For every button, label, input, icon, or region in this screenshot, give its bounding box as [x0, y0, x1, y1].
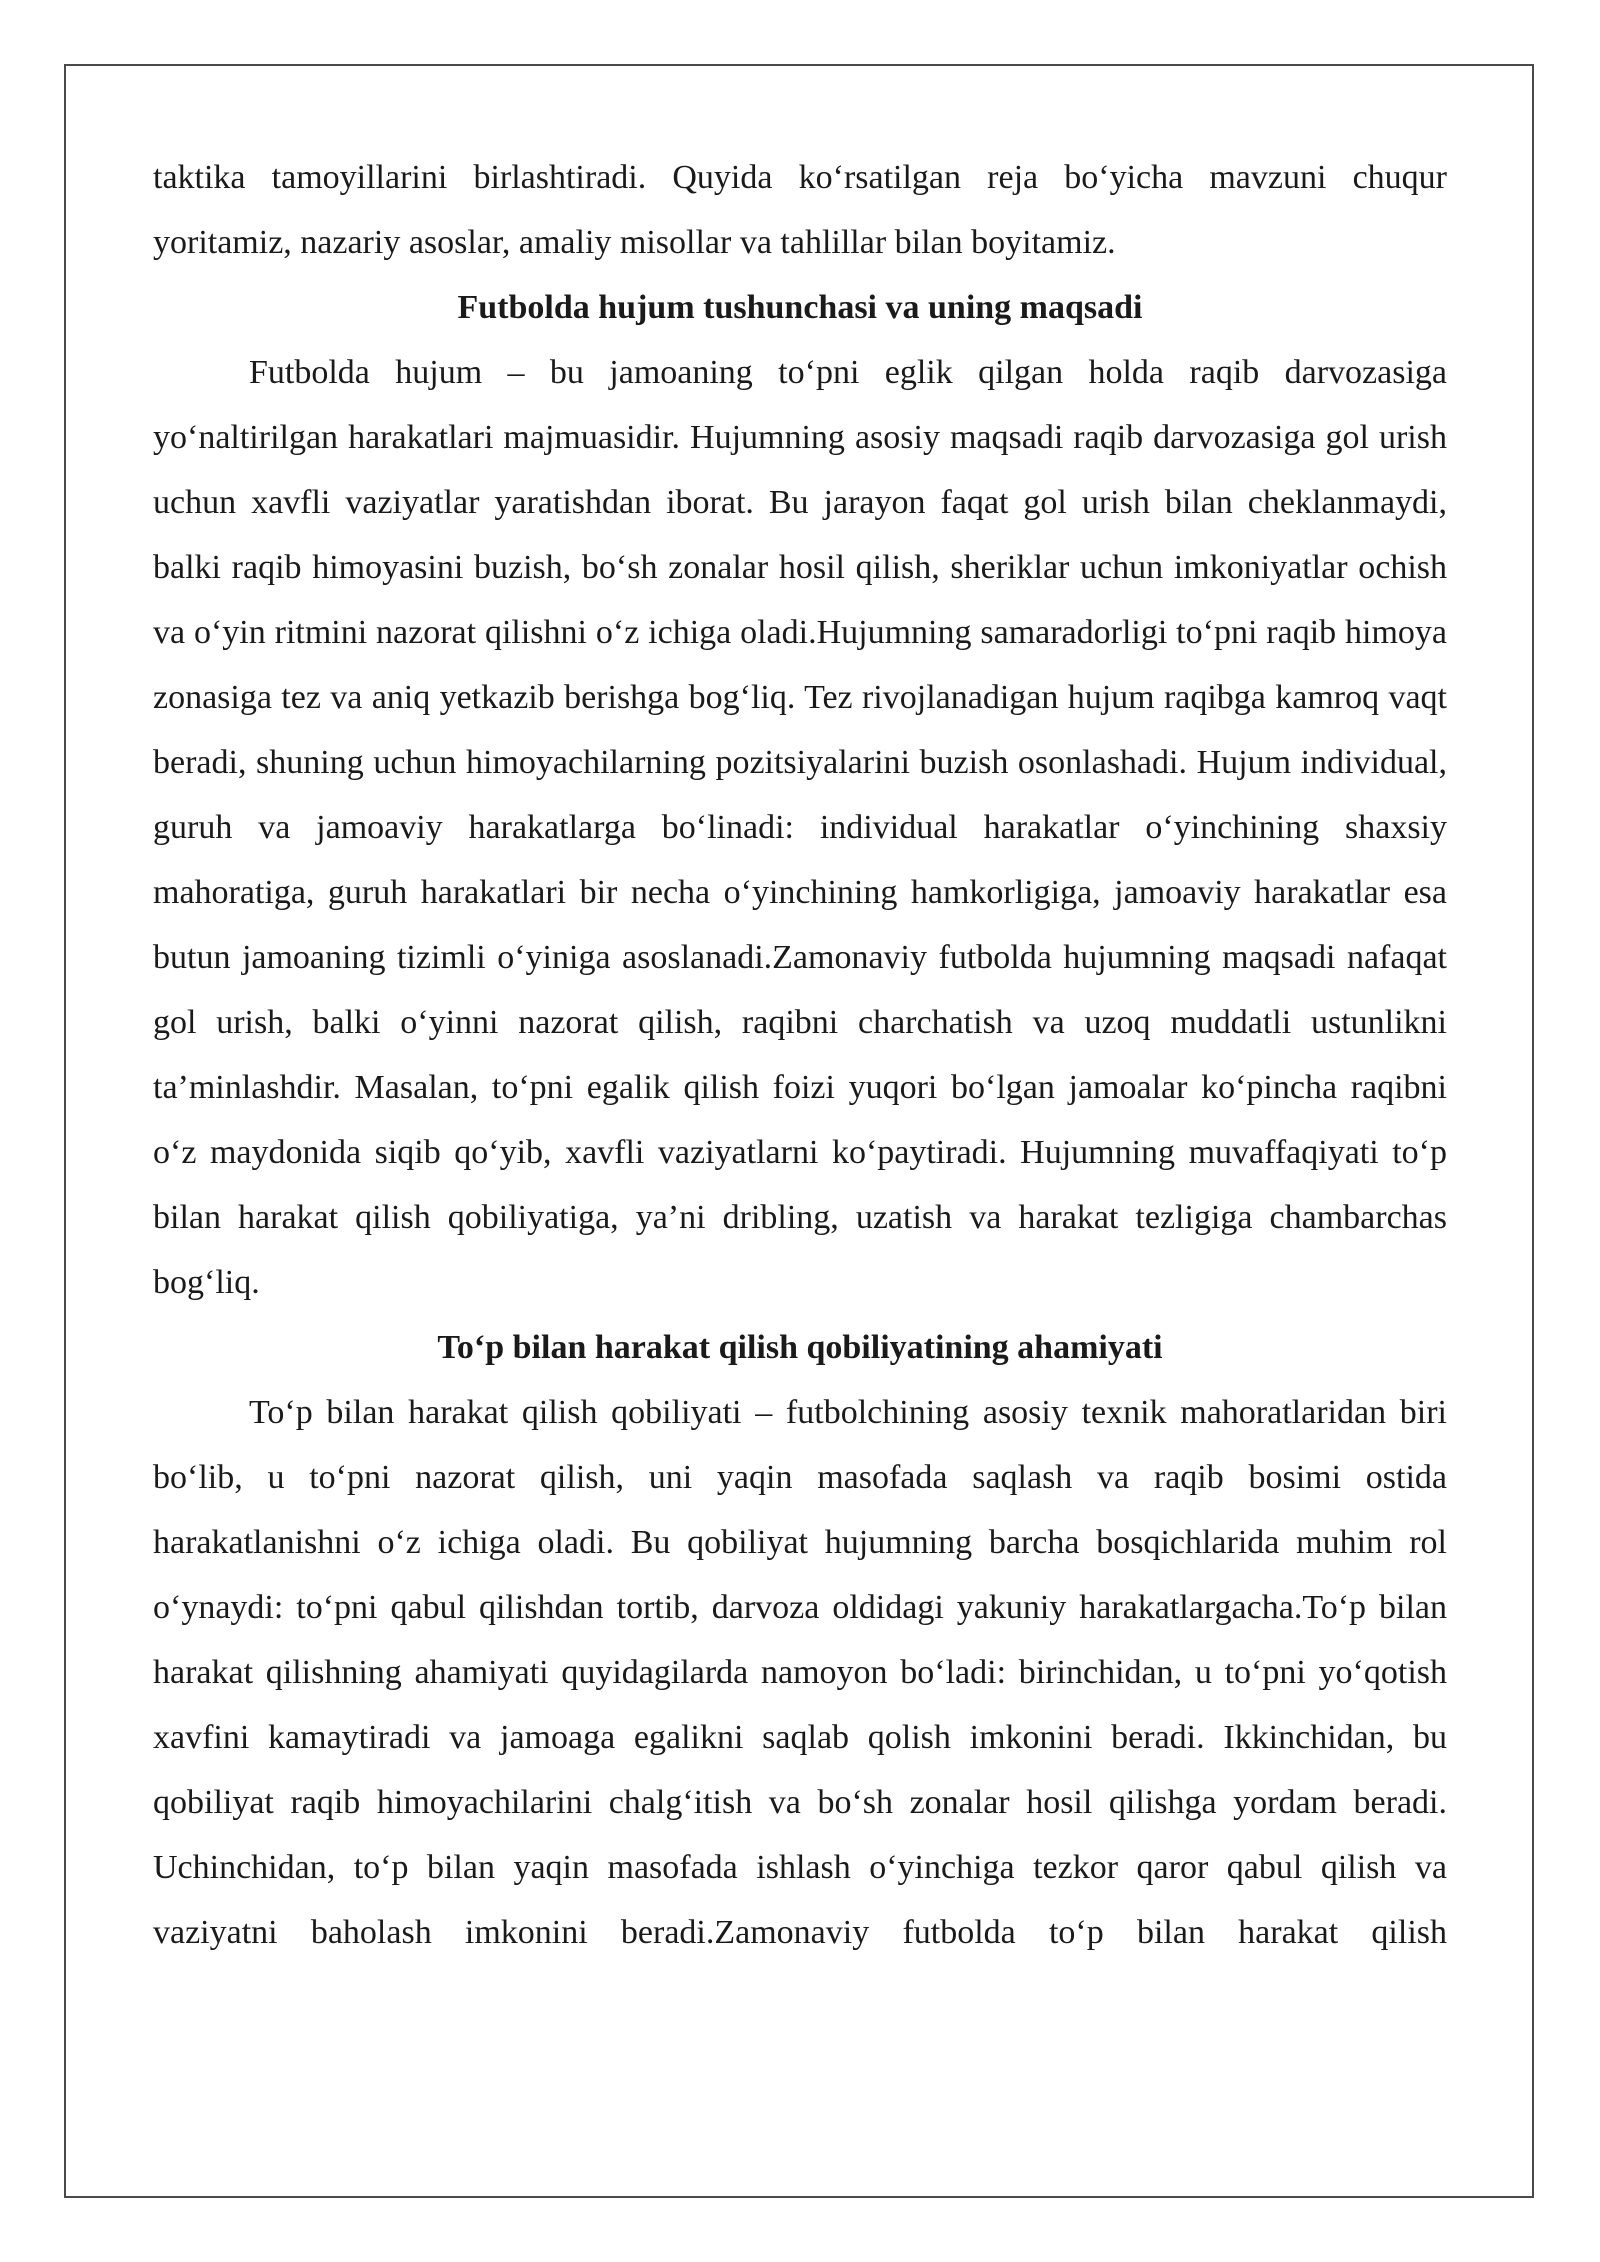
section-heading-attack-concept: Futbolda hujum tushunchasi va uning maqsadi [457, 289, 1143, 326]
section-paragraph-ball-control: To‘p bilan harakat qilish qobiliyati – futbolchining asosiy texnik mahoratlaridan biri bo‘lib, u to‘pni nazorat qilish, uni yaqin masofada saqlash va raqib bosimi ostida harakatlanishni o‘z ichiga oladi. Bu qobiliyat hujumning barcha bosqichlarida muhim rol o‘ynaydi: to‘pni qabul qilishdan tortib, darvoza oldidagi yakuniy harakatlargacha.To‘p bilan harakat qilishning ahamiyati quyidagilarda namoyon bo‘ladi: birinchidan, u to‘pni yo‘qotish xavfini kamaytiradi va jamoaga egalikni saqlab qolish imkonini beradi. Ikkinchidan, bu qobiliyat raqib himoyachilarini chalg‘itish va bo‘sh zonalar hosil qilishga yordam beradi. Uchinchidan, to‘p bilan yaqin masofada ishlash o‘yinchiga tezkor qaror qabul qilish va vaziyatni baholash imkonini beradi.Zamonaviy futbolda to‘p bilan harakat qilish [153, 1394, 1447, 1951]
section-heading-ball-control: To‘p bilan harakat qilish qobiliyatining ahamiyati [437, 1329, 1163, 1366]
section-paragraph-attack-concept: Futbolda hujum – bu jamoaning to‘pni eglik qilgan holda raqib darvozasiga yo‘naltirilgan harakatlari majmuasidir. Hujumning asosiy maqsadi raqib darvozasiga gol urish uchun xavfli vaziyatlar yaratishdan iborat. Bu jarayon faqat gol urish bilan cheklanmaydi, balki raqib himoyasini buzish, bo‘sh zonalar hosil qilish, sheriklar uchun imkoniyatlar ochish va o‘yin ritmini nazorat qilishni o‘z ichiga oladi.Hujumning samaradorligi to‘pni raqib himoya zonasiga tez va aniq yetkazib berishga bog‘liq. Tez rivojlanadigan hujum raqibga kamroq vaqt beradi, shuning uchun himoyachilarning pozitsiyalarini buzish osonlashadi. Hujum individual, guruh va jamoaviy harakatlarga bo‘linadi: individual harakatlar o‘yinchining shaxsiy mahoratiga, guruh harakatlari bir necha o‘yinchining hamkorligiga, jamoaviy harakatlar esa butun jamoaning tizimli o‘yiniga asoslanadi.Zamonaviy futbolda hujumning maqsadi nafaqat gol urish, balki o‘yinni nazorat qilish, raqibni charchatish va uzoq muddatli ustunlikni ta’minlashdir. Masalan, to‘pni egalik qilish foizi yuqori bo‘lgan jamoalar ko‘pincha raqibni o‘z maydonida siqib qo‘yib, xavfli vaziyatlarni ko‘paytiradi. Hujumning muvaffaqiyati to‘p bilan harakat qilish qobiliyatiga, ya’ni dribling, uzatish va harakat tezligiga chambarchas bog‘liq. [153, 354, 1447, 1301]
document-body [153, 145, 1447, 1965]
intro-paragraph: taktika tamoyillarini birlashtiradi. Quyida ko‘rsatilgan reja bo‘yicha mavzuni chuqur yoritamiz, nazariy asoslar, amaliy misollar va tahlillar bilan boyitamiz. [153, 159, 1447, 261]
